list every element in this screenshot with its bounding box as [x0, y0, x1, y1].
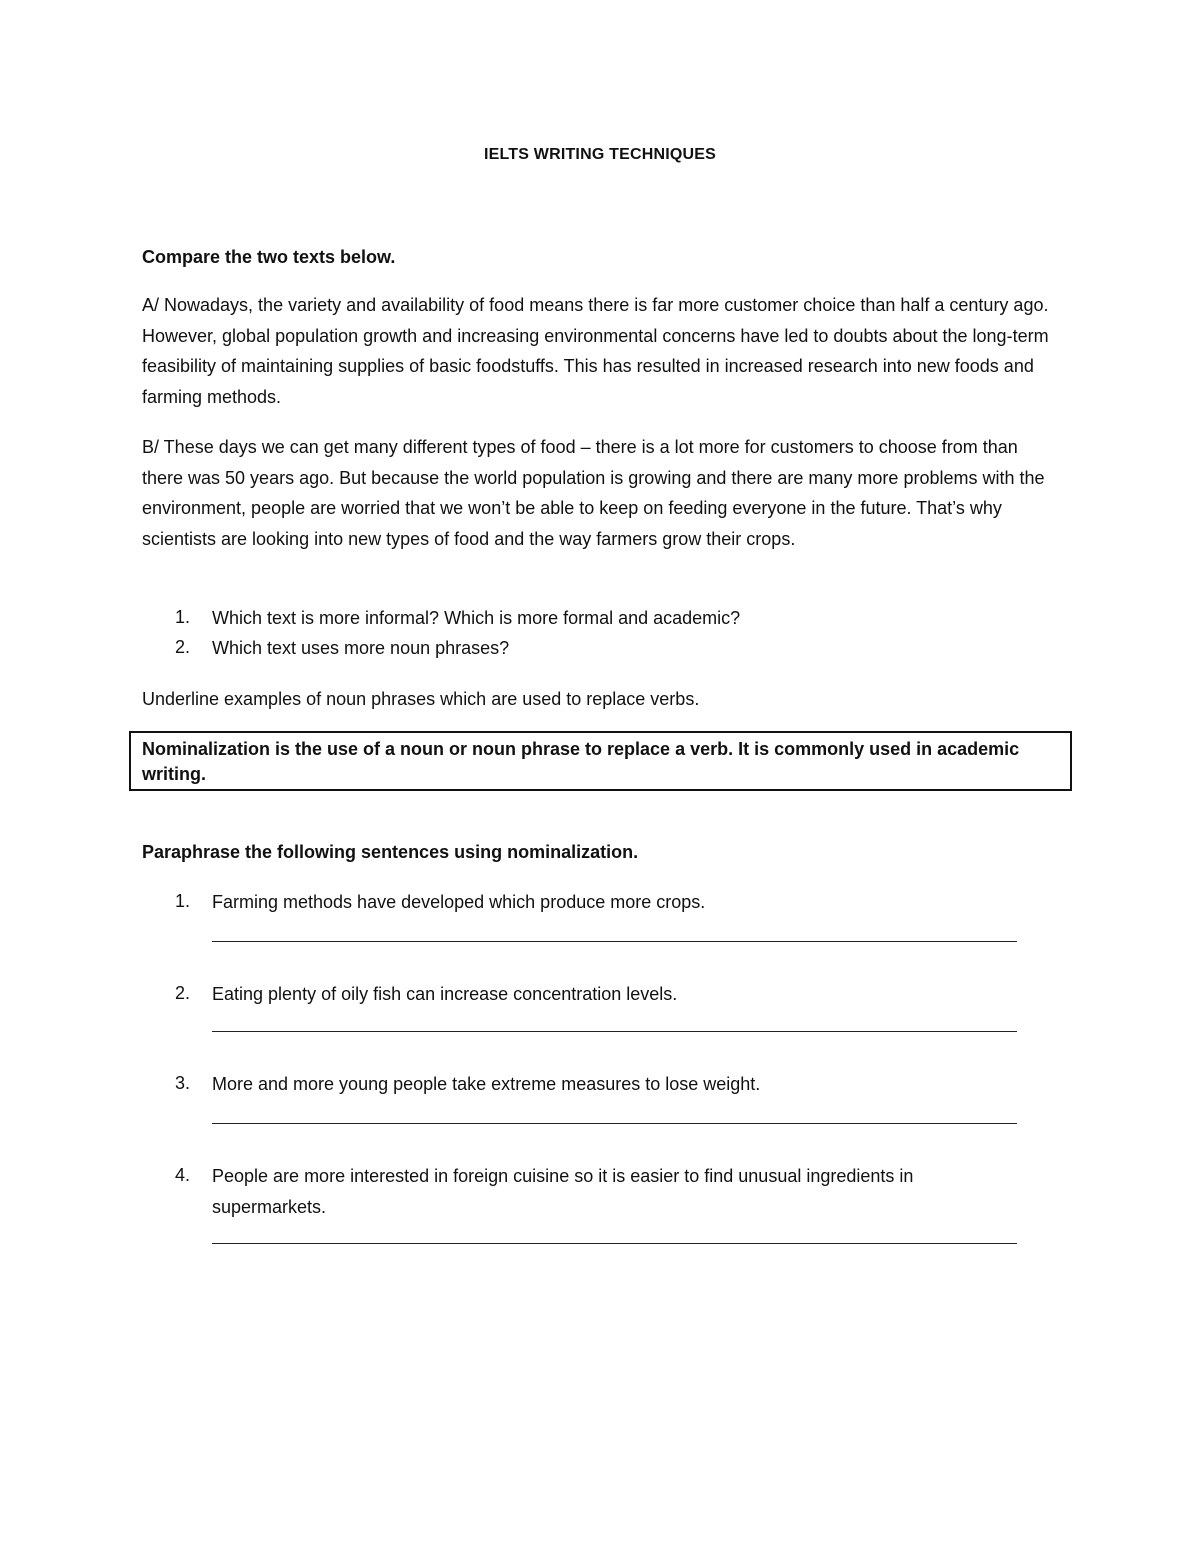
text-b-paragraph: [142, 432, 1062, 554]
exercise-text: More and more young people take extreme measures to lose weight.: [212, 1074, 761, 1094]
answer-line-2[interactable]: [212, 1031, 1017, 1032]
document-title: IELTS WRITING TECHNIQUES: [483, 146, 717, 163]
question-text: Which text is more informal? Which is more formal and academic?: [212, 608, 741, 628]
exercise-text: Eating plenty of oily fish can increase concentration levels.: [212, 984, 678, 1004]
definition-box: Nominalization is the use of a noun or noun phrase to replace a verb. It is commonly used in academic writing.: [129, 731, 1072, 791]
exercise-text: Farming methods have developed which produce more crops.: [212, 892, 706, 912]
exercise-number: 3.: [175, 1073, 191, 1093]
answer-line-1[interactable]: [212, 941, 1017, 942]
exercise-text: People are more interested in foreign cuisine so it is easier to find unusual ingredients in supermarkets.: [212, 1166, 914, 1217]
exercise-number: 2.: [175, 983, 191, 1003]
answer-line-3[interactable]: [212, 1123, 1017, 1124]
answer-line-4[interactable]: [212, 1243, 1017, 1244]
exercise-number: 4.: [175, 1165, 191, 1185]
text-a: A/ Nowadays, the variety and availability of food means there is far more customer choice than half a century ago. However, global population growth and increasing environmental concerns have led to doubts about the long-term feasibility of maintaining supplies of basic foodstuffs. This has resulted in increased research into new foods and farming methods.: [142, 295, 1049, 407]
underline-instruction: Underline examples of noun phrases which are used to replace verbs.: [142, 689, 700, 709]
paraphrase-heading: Paraphrase the following sentences using nominalization.: [142, 842, 639, 862]
question-text: Which text uses more noun phrases?: [212, 638, 510, 658]
exercise-number: 1.: [175, 891, 191, 911]
text-b: B/ These days we can get many different types of food – there is a lot more for customers to choose from than there was 50 years ago. But because the world population is growing and there are many more problems with the environment, people are worried that we won’t be able to keep on feeding everyone in the future. That’s why scientists are looking into new types of food and the way farmers grow their crops.: [142, 437, 1045, 549]
question-number: 2.: [175, 637, 191, 657]
question-number: 1.: [175, 607, 191, 627]
text-a-paragraph: [142, 290, 1062, 412]
compare-heading: Compare the two texts below.: [142, 247, 396, 267]
